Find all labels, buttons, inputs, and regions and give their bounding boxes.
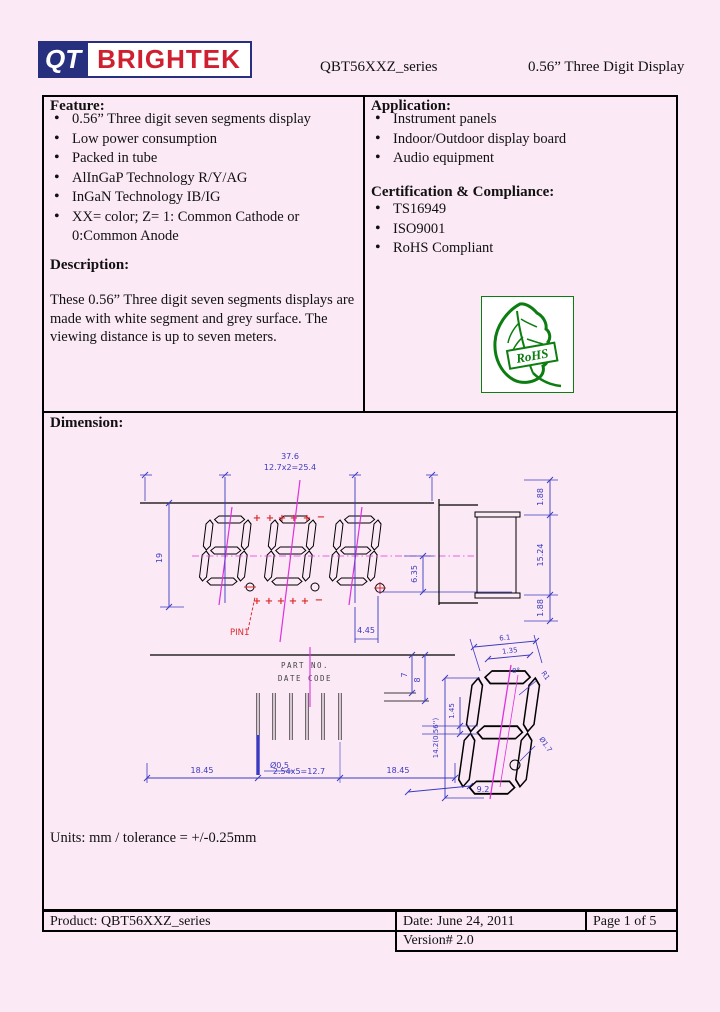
application-heading: Application: bbox=[371, 98, 452, 114]
front-view bbox=[140, 452, 512, 643]
rohs-label: RoHS bbox=[514, 345, 550, 366]
certification-heading: Certification & Compliance: bbox=[371, 184, 555, 200]
column-divider bbox=[363, 95, 365, 413]
dim-overall-width: 37.6 bbox=[281, 452, 299, 461]
dim-digit-pitch: 12.7x2=25.4 bbox=[263, 463, 317, 472]
application-item: • Instrument panels bbox=[371, 110, 671, 130]
feature-item: • AlInGaP Technology R/Y/AG bbox=[50, 169, 358, 189]
dimension-heading: Dimension: bbox=[50, 415, 124, 431]
footer-version: Version# 2.0 bbox=[395, 932, 678, 952]
page-title: 0.56” Three Digit Display bbox=[528, 59, 685, 75]
polarity-mark: + bbox=[252, 513, 262, 524]
bottom-view bbox=[144, 647, 458, 783]
polarity-mark: + bbox=[265, 513, 275, 524]
application-list bbox=[371, 110, 671, 169]
dim-digit-height: 14.2(0.56'') bbox=[432, 717, 440, 759]
dim-dp-dia: Ø1.7 bbox=[537, 735, 554, 754]
pin1-highlight bbox=[256, 735, 259, 775]
dim-left-margin: 18.45 bbox=[190, 766, 214, 775]
dim-right-margin: 18.45 bbox=[386, 766, 410, 775]
application-item: • Indoor/Outdoor display board bbox=[371, 130, 671, 150]
side-view bbox=[439, 477, 558, 624]
rohs-leaf-icon bbox=[483, 299, 572, 390]
logo-brightek-text bbox=[88, 43, 250, 76]
units-note: Units: mm / tolerance = +/-0.25mm bbox=[50, 830, 257, 846]
dim-corner-radius: R1 bbox=[539, 669, 552, 682]
description-text: These 0.56” Three digit seven segments displays are made with white segment and grey surface. The viewing distance is up to seven meters. bbox=[50, 292, 355, 345]
feature-list bbox=[50, 110, 358, 247]
feature-item: • Packed in tube bbox=[50, 149, 358, 169]
dimension-separator bbox=[42, 411, 678, 413]
digit-detail-view bbox=[405, 633, 553, 801]
brightek-logo bbox=[38, 41, 252, 78]
dim-seg-width: 1.35 bbox=[501, 646, 518, 656]
series-title: QBT56XXZ_series bbox=[320, 59, 438, 75]
polarity-mark: + bbox=[277, 513, 287, 524]
feature-item: • XX= color; Z= 1: Common Cathode or 0:Common Anode bbox=[50, 208, 358, 247]
logo-qt-mark bbox=[40, 43, 88, 76]
dim-overall-height: 19 bbox=[155, 552, 164, 564]
feature-item: • Low power consumption bbox=[50, 130, 358, 150]
footer-date: Date: June 24, 2011 bbox=[397, 912, 587, 930]
pin1-label: PIN1 bbox=[230, 628, 250, 638]
dim-standoff-a: 7 bbox=[400, 672, 409, 678]
dim-side-bottom: 1.88 bbox=[536, 599, 545, 617]
dim-seg-top-width: 6.1 bbox=[498, 633, 511, 643]
dimension-drawing bbox=[42, 435, 678, 825]
footer-row-1 bbox=[42, 910, 678, 932]
dim-slant-angle: 8° bbox=[512, 667, 520, 675]
feature-item: • InGaN Technology IB/IG bbox=[50, 188, 358, 208]
dim-pin-dia: Ø0.5 bbox=[270, 761, 290, 770]
rohs-logo bbox=[481, 296, 574, 393]
dim-side-top: 1.88 bbox=[536, 488, 545, 506]
dim-lead-offset: 4.45 bbox=[357, 626, 375, 635]
polarity-mark: + bbox=[264, 596, 274, 607]
feature-item: • 0.56” Three digit seven segments display bbox=[50, 110, 358, 130]
certification-item: • ISO9001 bbox=[371, 220, 671, 240]
polarity-mark: + bbox=[300, 596, 310, 607]
dim-base-offset: 9.2 bbox=[476, 785, 490, 794]
feature-heading: Feature: bbox=[50, 98, 105, 114]
dim-standoff-b: 8 bbox=[413, 677, 422, 683]
certification-item: • RoHS Compliant bbox=[371, 239, 671, 259]
footer-product: Product: QBT56XXZ_series bbox=[44, 912, 397, 930]
certification-list bbox=[371, 200, 671, 259]
polarity-mark: + bbox=[288, 596, 298, 607]
dim-dp-offset: 6.35 bbox=[410, 565, 419, 583]
pin-row bbox=[257, 693, 341, 740]
certification-item: • TS16949 bbox=[371, 200, 671, 220]
part-no-label: PART NO. bbox=[280, 661, 330, 670]
polarity-mark: + bbox=[302, 513, 312, 524]
polarity-mark: + bbox=[276, 596, 286, 607]
logo-qt-text: QT bbox=[45, 44, 82, 74]
dim-seg-gap: 1.45 bbox=[448, 703, 456, 719]
footer-page: Page 1 of 5 bbox=[593, 914, 657, 929]
logo-brightek-label: BRIGHTEK bbox=[97, 44, 241, 74]
polarity-mark: − bbox=[316, 512, 326, 523]
polarity-mark: + bbox=[252, 596, 262, 607]
polarity-mark: − bbox=[314, 595, 324, 606]
date-code-label: DATE CODE bbox=[277, 674, 333, 683]
description-heading: Description: bbox=[50, 257, 130, 273]
dim-side-body: 15.24 bbox=[536, 543, 545, 567]
polarity-mark: + bbox=[289, 513, 299, 524]
dim-pin-pitch: 2.54x5=12.7 bbox=[272, 767, 326, 776]
application-item: • Audio equipment bbox=[371, 149, 671, 169]
